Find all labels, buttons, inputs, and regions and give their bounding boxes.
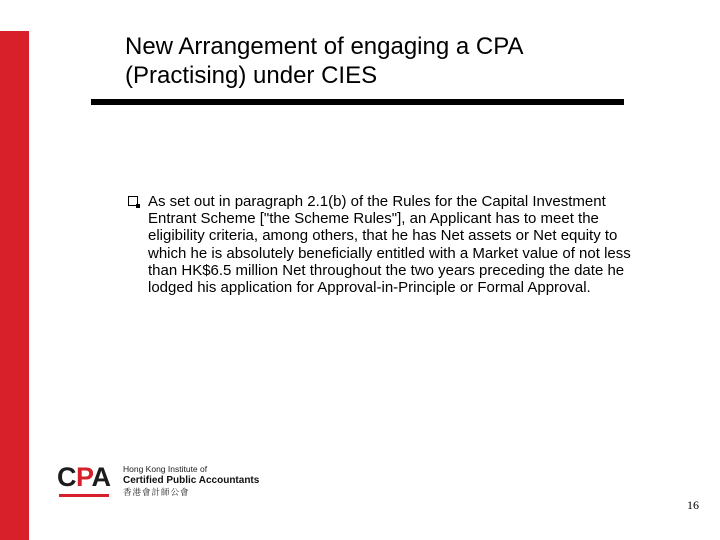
square-bullet-icon	[128, 196, 138, 206]
hkicpa-logo	[57, 461, 287, 501]
logo-line-2: Certified Public Accountants	[123, 475, 260, 486]
slide-title-line2: (Practising) under CIES	[125, 62, 378, 89]
red-side-bar	[0, 31, 29, 540]
bullet-text: As set out in paragraph 2.1(b) of the Rules for the Capital Investment Entrant Scheme ["the Scheme Rules"], an Applicant has to meet the eligibility criteria, among others, that he has Net assets or Net equity to which he is absolutely beneficially entitled with a Market value of not less than HK$6.5 million Net throughout the two years preceding the date he lodged his application for Approval-in-Principle or Formal Approval.	[148, 193, 631, 297]
slide-title	[125, 32, 645, 90]
cpa-logo-letter-p: P	[76, 462, 92, 492]
cpa-logo-mark	[57, 461, 111, 493]
bullet-item	[128, 193, 648, 296]
cpa-logo-letter-a: A	[91, 462, 111, 492]
page-number: 16	[687, 498, 699, 512]
cpa-logo-letter-c: C	[57, 462, 76, 492]
title-underline-rule	[91, 99, 624, 105]
logo-line-1: Hong Kong Institute of	[123, 464, 208, 474]
logo-organization-name	[123, 464, 293, 498]
slide-title-line1: New Arrangement of engaging a CPA	[125, 33, 524, 60]
cpa-logo-underline	[59, 494, 109, 497]
logo-line-3-chinese: 香港會計師公會	[123, 487, 190, 497]
